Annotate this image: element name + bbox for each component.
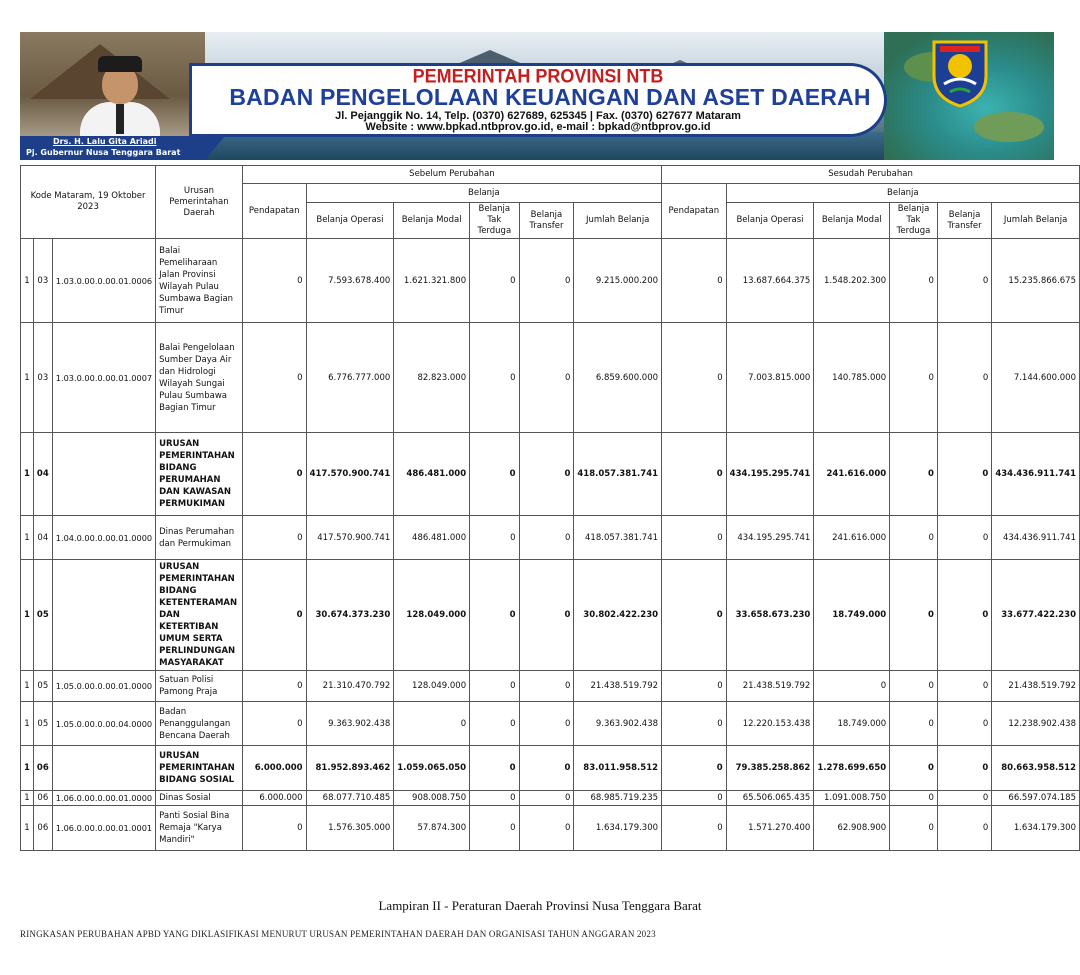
urusan-cell: Dinas Sosial (156, 791, 243, 806)
belanja-modal-before-cell: 486.481.000 (394, 433, 470, 516)
belanja-tak-terduga-before-cell: 0 (470, 560, 519, 671)
kode-level2-cell: 06 (33, 791, 52, 806)
kode-level2-cell: 06 (33, 746, 52, 791)
belanja-tak-terduga-before-cell: 0 (470, 239, 519, 323)
belanja-tak-terduga-before-cell: 0 (470, 746, 519, 791)
jumlah-belanja-after-cell: 7.144.600.000 (992, 323, 1080, 433)
jumlah-belanja-after-cell: 80.663.958.512 (992, 746, 1080, 791)
belanja-tak-terduga-after-cell: 0 (890, 806, 938, 851)
jumlah-belanja-before-cell: 83.011.958.512 (574, 746, 662, 791)
belanja-modal-after-cell: 241.616.000 (814, 433, 890, 516)
kode-cell (52, 560, 155, 671)
kode-level1-cell: 1 (21, 239, 34, 323)
table-row (21, 671, 1080, 702)
island-shape (974, 112, 1044, 142)
pendapatan-after-cell: 0 (662, 239, 727, 323)
belanja-operasi-after-cell: 7.003.815.000 (726, 323, 814, 433)
kode-level1-cell: 1 (21, 560, 34, 671)
belanja-modal-before-cell: 1.621.321.800 (394, 239, 470, 323)
caption-ribbon (205, 136, 225, 160)
kode-cell: 1.04.0.00.0.00.01.0000 (52, 516, 155, 560)
belanja-tak-terduga-before-cell: 0 (470, 791, 519, 806)
belanja-operasi-before-cell: 9.363.902.438 (306, 702, 394, 746)
kode-cell (52, 746, 155, 791)
jumlah-belanja-before-cell: 6.859.600.000 (574, 323, 662, 433)
belanja-transfer-after-cell: 0 (937, 746, 991, 791)
sesudah-perubahan-header: Sesudah Perubahan (662, 166, 1080, 184)
table-row (21, 239, 1080, 323)
belanja-operasi-after-cell: 13.687.664.375 (726, 239, 814, 323)
kode-cell: 1.05.0.00.0.00.01.0000 (52, 671, 155, 702)
kode-header: Kode Mataram, 19 Oktober 2023 (21, 166, 156, 239)
kode-level1-cell: 1 (21, 791, 34, 806)
kode-level2-cell: 04 (33, 433, 52, 516)
urusan-cell: Panti Sosial Bina Remaja "Karya Mandiri" (156, 806, 243, 851)
kode-level1-cell: 1 (21, 516, 34, 560)
pendapatan-after-cell: 0 (662, 433, 727, 516)
belanja-transfer-before-cell: 0 (519, 702, 574, 746)
belanja-operasi-header: Belanja Operasi (726, 203, 814, 239)
pendapatan-after-cell: 0 (662, 702, 727, 746)
belanja-tak-terduga-after-cell: 0 (890, 791, 938, 806)
table-row (21, 806, 1080, 851)
pendapatan-after-cell: 0 (662, 516, 727, 560)
table-row (21, 516, 1080, 560)
belanja-tak-terduga-after-cell: 0 (890, 671, 938, 702)
belanja-header: Belanja (726, 184, 1079, 203)
budget-table (20, 165, 1080, 851)
urusan-cell: URUSAN PEMERINTAHAN BIDANG SOSIAL (156, 746, 243, 791)
belanja-modal-after-cell: 0 (814, 671, 890, 702)
belanja-modal-before-cell: 128.049.000 (394, 560, 470, 671)
jumlah-belanja-before-cell: 30.802.422.230 (574, 560, 662, 671)
banner-sea (200, 132, 900, 160)
belanja-transfer-after-cell: 0 (937, 516, 991, 560)
belanja-modal-after-cell: 18.749.000 (814, 560, 890, 671)
urusan-cell: Dinas Perumahan dan Permukiman (156, 516, 243, 560)
kode-cell: 1.03.0.00.0.00.01.0007 (52, 323, 155, 433)
belanja-transfer-before-cell: 0 (519, 806, 574, 851)
agency-address: Jl. Pejanggik No. 14, Telp. (0370) 627689, 625345 | Fax. (0370) 627677 Mataram (335, 110, 741, 122)
agency-title: BADAN PENGELOLAAN KEUANGAN DAN ASET DAERAH (229, 84, 871, 110)
belanja-modal-before-cell: 486.481.000 (394, 516, 470, 560)
report-title: RINGKASAN PERUBAHAN APBD YANG DIKLASIFIKASI MENURUT URUSAN PEMERINTAHAN DAERAH DAN ORGANISASI TAHUN ANGGARAN 2023 (20, 929, 656, 939)
kode-level1-cell: 1 (21, 433, 34, 516)
jumlah-belanja-after-cell: 434.436.911.741 (992, 516, 1080, 560)
jumlah-belanja-after-cell: 1.634.179.300 (992, 806, 1080, 851)
belanja-tak-terduga-before-cell: 0 (470, 671, 519, 702)
kode-level2-cell: 05 (33, 702, 52, 746)
jumlah-belanja-after-cell: 33.677.422.230 (992, 560, 1080, 671)
pendapatan-before-cell: 0 (242, 239, 306, 323)
portrait-cap (98, 56, 142, 72)
belanja-operasi-before-cell: 30.674.373.230 (306, 560, 394, 671)
table-row (21, 323, 1080, 433)
pendapatan-after-cell: 0 (662, 323, 727, 433)
belanja-transfer-after-cell: 0 (937, 323, 991, 433)
belanja-operasi-after-cell: 434.195.295.741 (726, 433, 814, 516)
pendapatan-header: Pendapatan (242, 184, 306, 239)
belanja-tak-terduga-after-cell: 0 (890, 702, 938, 746)
jumlah-belanja-header: Jumlah Belanja (992, 203, 1080, 239)
portrait-tie (116, 104, 124, 134)
pendapatan-before-cell: 6.000.000 (242, 791, 306, 806)
table-row (21, 560, 1080, 671)
jumlah-belanja-after-cell: 12.238.902.438 (992, 702, 1080, 746)
pendapatan-before-cell: 0 (242, 806, 306, 851)
belanja-tak-terduga-before-cell: 0 (470, 433, 519, 516)
belanja-modal-before-cell: 128.049.000 (394, 671, 470, 702)
belanja-transfer-after-cell: 0 (937, 671, 991, 702)
lampiran-caption: Lampiran II - Peraturan Daerah Provinsi Nusa Tenggara Barat (378, 898, 702, 913)
belanja-transfer-after-cell: 0 (937, 560, 991, 671)
belanja-modal-before-cell: 1.059.065.050 (394, 746, 470, 791)
belanja-modal-after-cell: 1.548.202.300 (814, 239, 890, 323)
kode-cell: 1.05.0.00.0.00.04.0000 (52, 702, 155, 746)
pendapatan-header: Pendapatan (662, 184, 727, 239)
agency-website: Website : www.bpkad.ntbprov.go.id, e-mail : bpkad@ntbprov.go.id (365, 121, 711, 133)
jumlah-belanja-after-cell: 66.597.074.185 (992, 791, 1080, 806)
jumlah-belanja-before-cell: 21.438.519.792 (574, 671, 662, 702)
jumlah-belanja-before-cell: 9.363.902.438 (574, 702, 662, 746)
belanja-operasi-header: Belanja Operasi (306, 203, 394, 239)
table-row (21, 791, 1080, 806)
kode-cell: 1.06.0.00.0.00.01.0000 (52, 791, 155, 806)
belanja-transfer-after-cell: 0 (937, 791, 991, 806)
kode-level2-cell: 05 (33, 560, 52, 671)
pendapatan-after-cell: 0 (662, 746, 727, 791)
belanja-operasi-before-cell: 417.570.900.741 (306, 433, 394, 516)
pendapatan-before-cell: 0 (242, 433, 306, 516)
jumlah-belanja-after-cell: 21.438.519.792 (992, 671, 1080, 702)
belanja-tak-terduga-before-cell: 0 (470, 702, 519, 746)
belanja-operasi-after-cell: 65.506.065.435 (726, 791, 814, 806)
belanja-modal-after-cell: 1.278.699.650 (814, 746, 890, 791)
kode-level2-cell: 03 (33, 323, 52, 433)
belanja-transfer-before-cell: 0 (519, 560, 574, 671)
belanja-transfer-before-cell: 0 (519, 433, 574, 516)
belanja-operasi-after-cell: 12.220.153.438 (726, 702, 814, 746)
belanja-transfer-after-cell: 0 (937, 806, 991, 851)
official-caption (20, 136, 205, 160)
urusan-cell: Balai Pengelolaan Sumber Daya Air dan Hidrologi Wilayah Sungai Pulau Sumbawa Bagian Timur (156, 323, 243, 433)
pendapatan-after-cell: 0 (662, 791, 727, 806)
belanja-transfer-before-cell: 0 (519, 671, 574, 702)
jumlah-belanja-after-cell: 434.436.911.741 (992, 433, 1080, 516)
belanja-operasi-before-cell: 6.776.777.000 (306, 323, 394, 433)
jumlah-belanja-before-cell: 1.634.179.300 (574, 806, 662, 851)
urusan-cell: Balai Pemeliharaan Jalan Provinsi Wilayah Pulau Sumbawa Bagian Timur (156, 239, 243, 323)
belanja-tak-terduga-after-cell: 0 (890, 560, 938, 671)
belanja-modal-after-cell: 18.749.000 (814, 702, 890, 746)
urusan-cell: URUSAN PEMERINTAHAN BIDANG PERUMAHAN DAN KAWASAN PERMUKIMAN (156, 433, 243, 516)
belanja-operasi-before-cell: 68.077.710.485 (306, 791, 394, 806)
belanja-modal-before-cell: 57.874.300 (394, 806, 470, 851)
table-body (21, 239, 1080, 851)
kode-level1-cell: 1 (21, 671, 34, 702)
jumlah-belanja-before-cell: 418.057.381.741 (574, 516, 662, 560)
kode-cell: 1.03.0.00.0.00.01.0006 (52, 239, 155, 323)
government-title: PEMERINTAH PROVINSI NTB (412, 64, 664, 87)
belanja-operasi-before-cell: 21.310.470.792 (306, 671, 394, 702)
kode-level2-cell: 05 (33, 671, 52, 702)
kode-level2-cell: 04 (33, 516, 52, 560)
jumlah-belanja-after-cell: 15.235.866.675 (992, 239, 1080, 323)
pendapatan-before-cell: 6.000.000 (242, 746, 306, 791)
belanja-operasi-after-cell: 33.658.673.230 (726, 560, 814, 671)
belanja-transfer-before-cell: 0 (519, 791, 574, 806)
kode-cell: 1.06.0.00.0.00.01.0001 (52, 806, 155, 851)
kode-cell (52, 433, 155, 516)
belanja-modal-before-cell: 908.008.750 (394, 791, 470, 806)
table-row (21, 746, 1080, 791)
ntb-emblem-icon (930, 36, 990, 108)
sebelum-perubahan-header: Sebelum Perubahan (242, 166, 661, 184)
pendapatan-before-cell: 0 (242, 516, 306, 560)
urusan-cell: URUSAN PEMERINTAHAN BIDANG KETENTERAMAN DAN KETERTIBAN UMUM SERTA PERLINDUNGAN MASYARAKAT (156, 560, 243, 671)
urusan-header: Urusan Pemerintahan Daerah (156, 166, 243, 239)
belanja-operasi-before-cell: 81.952.893.462 (306, 746, 394, 791)
belanja-transfer-before-cell: 0 (519, 239, 574, 323)
table-row (21, 702, 1080, 746)
belanja-operasi-before-cell: 1.576.305.000 (306, 806, 394, 851)
belanja-tak-terduga-header: Belanja Tak Terduga (890, 203, 938, 239)
belanja-transfer-header: Belanja Transfer (519, 203, 574, 239)
belanja-operasi-after-cell: 21.438.519.792 (726, 671, 814, 702)
table-row (21, 433, 1080, 516)
belanja-transfer-after-cell: 0 (937, 433, 991, 516)
pendapatan-before-cell: 0 (242, 560, 306, 671)
belanja-modal-after-cell: 62.908.900 (814, 806, 890, 851)
pendapatan-before-cell: 0 (242, 323, 306, 433)
belanja-modal-header: Belanja Modal (814, 203, 890, 239)
pendapatan-before-cell: 0 (242, 671, 306, 702)
jumlah-belanja-header: Jumlah Belanja (574, 203, 662, 239)
belanja-modal-before-cell: 82.823.000 (394, 323, 470, 433)
kode-level1-cell: 1 (21, 806, 34, 851)
belanja-transfer-after-cell: 0 (937, 702, 991, 746)
kode-level2-cell: 06 (33, 806, 52, 851)
belanja-transfer-header: Belanja Transfer (937, 203, 991, 239)
belanja-transfer-after-cell: 0 (937, 239, 991, 323)
belanja-tak-terduga-before-cell: 0 (470, 323, 519, 433)
jumlah-belanja-before-cell: 68.985.719.235 (574, 791, 662, 806)
belanja-tak-terduga-after-cell: 0 (890, 746, 938, 791)
official-portrait (80, 50, 160, 142)
belanja-modal-after-cell: 241.616.000 (814, 516, 890, 560)
belanja-tak-terduga-after-cell: 0 (890, 433, 938, 516)
kode-level2-cell: 03 (33, 239, 52, 323)
belanja-modal-after-cell: 140.785.000 (814, 323, 890, 433)
belanja-operasi-before-cell: 417.570.900.741 (306, 516, 394, 560)
urusan-cell: Badan Penanggulangan Bencana Daerah (156, 702, 243, 746)
belanja-operasi-after-cell: 1.571.270.400 (726, 806, 814, 851)
belanja-tak-terduga-after-cell: 0 (890, 239, 938, 323)
belanja-operasi-before-cell: 7.593.678.400 (306, 239, 394, 323)
belanja-modal-after-cell: 1.091.008.750 (814, 791, 890, 806)
kode-level1-cell: 1 (21, 746, 34, 791)
belanja-tak-terduga-header: Belanja Tak Terduga (470, 203, 519, 239)
belanja-tak-terduga-before-cell: 0 (470, 516, 519, 560)
kode-level1-cell: 1 (21, 702, 34, 746)
belanja-tak-terduga-after-cell: 0 (890, 516, 938, 560)
belanja-tak-terduga-before-cell: 0 (470, 806, 519, 851)
belanja-operasi-after-cell: 434.195.295.741 (726, 516, 814, 560)
pendapatan-after-cell: 0 (662, 671, 727, 702)
jumlah-belanja-before-cell: 9.215.000.200 (574, 239, 662, 323)
letterhead-panel (192, 66, 884, 134)
letterhead-banner (20, 32, 1054, 160)
kode-level1-cell: 1 (21, 323, 34, 433)
belanja-modal-header: Belanja Modal (394, 203, 470, 239)
belanja-header: Belanja (306, 184, 661, 203)
belanja-transfer-before-cell: 0 (519, 516, 574, 560)
belanja-tak-terduga-after-cell: 0 (890, 323, 938, 433)
pendapatan-after-cell: 0 (662, 806, 727, 851)
official-name: Drs. H. Lalu Gita Ariadi (53, 137, 157, 146)
pendapatan-after-cell: 0 (662, 560, 727, 671)
jumlah-belanja-before-cell: 418.057.381.741 (574, 433, 662, 516)
belanja-modal-before-cell: 0 (394, 702, 470, 746)
official-title: Pj. Gubernur Nusa Tenggara Barat (26, 148, 181, 157)
urusan-cell: Satuan Polisi Pamong Praja (156, 671, 243, 702)
belanja-operasi-after-cell: 79.385.258.862 (726, 746, 814, 791)
belanja-transfer-before-cell: 0 (519, 323, 574, 433)
belanja-transfer-before-cell: 0 (519, 746, 574, 791)
pendapatan-before-cell: 0 (242, 702, 306, 746)
